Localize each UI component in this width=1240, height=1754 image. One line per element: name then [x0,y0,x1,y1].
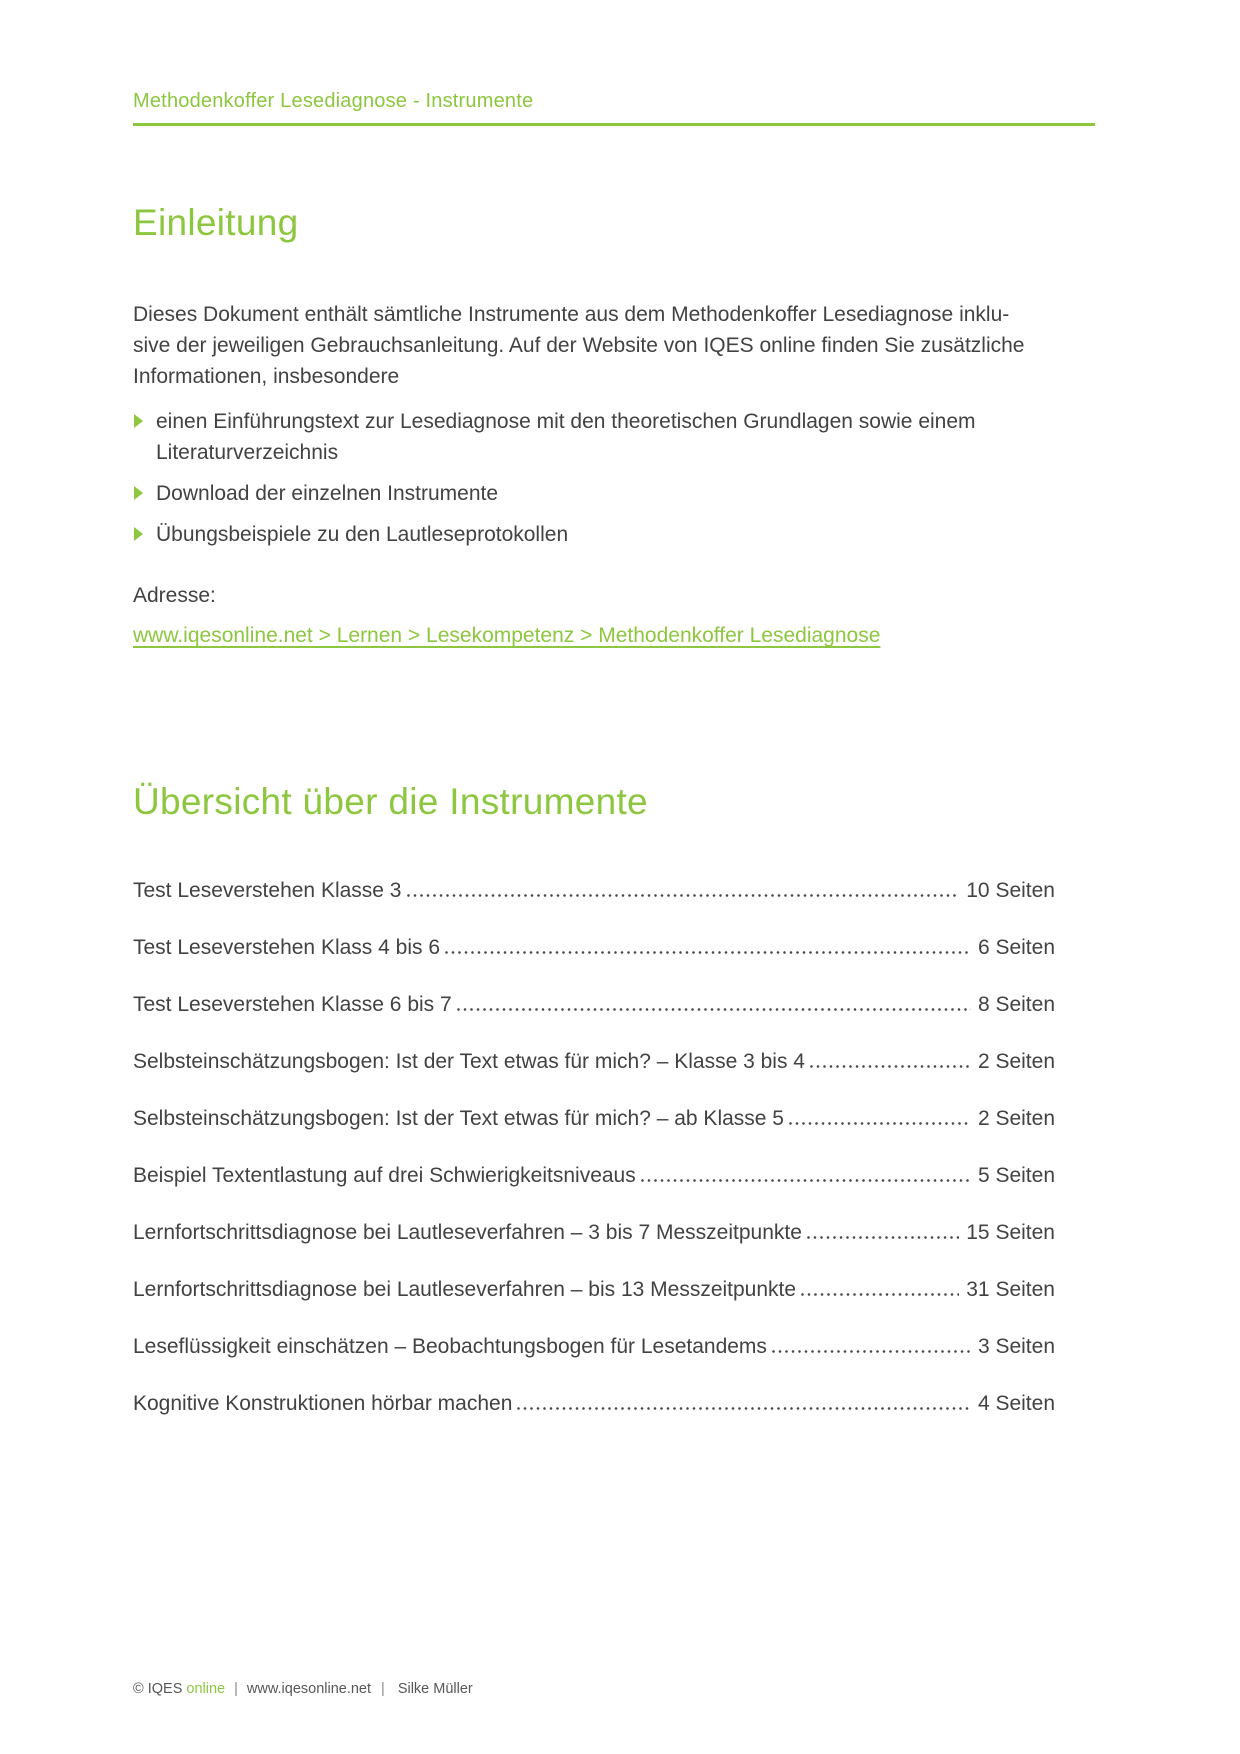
page-header [133,90,1095,126]
footer-author: Silke Müller [397,1681,473,1697]
toc-entry [133,880,1055,902]
toc-entry-title: Selbsteinschätzungsbogen: Ist der Text etwas für mich? – ab Klasse 5 [133,1107,784,1130]
intro-paragraph [133,299,1095,392]
bullet-text-line: Literaturverzeichnis [156,441,339,464]
toc-entry-title: Test Leseverstehen Klasse 6 bis 7 [133,993,452,1016]
address-link-row [133,620,1095,651]
toc-leader-dots [789,1122,971,1125]
toc-leader-dots [641,1179,971,1182]
toc-entry [133,1108,1055,1130]
intro-paragraph-line: sive der jeweiligen Gebrauchsanleitung. Auf der Website von IQES online finden Sie zusätzliche [133,334,1025,357]
toc-leader-dots [807,1236,959,1239]
toc-entry-title: Lernfortschrittsdiagnose bei Lautleseverfahren – 3 bis 7 Messzeitpunkte [133,1221,802,1244]
toc-leader-dots [517,1407,971,1410]
toc-entry-pages: 10 Seiten [966,879,1055,902]
footer-separator: | [234,1681,238,1697]
intro-bullet-list [133,406,1095,550]
toc-entry-title: Leseflüssigkeit einschätzen – Beobachtungsbogen für Lesetandems [133,1335,767,1358]
section-title-einleitung: Einleitung [133,202,299,243]
toc-entry [133,1051,1055,1073]
toc-leader-dots [772,1350,971,1353]
toc-entry-title: Beispiel Textentlastung auf drei Schwierigkeitsniveaus [133,1164,636,1187]
page-footer [133,1680,473,1698]
toc-entry [133,1165,1055,1187]
toc-entry-pages: 2 Seiten [977,1107,1055,1130]
footer-website: www.iqesonline.net [246,1681,372,1697]
footer-copyright: © IQES [133,1681,183,1697]
bullet-text [156,519,568,550]
toc-entry-title: Test Leseverstehen Klasse 3 [133,879,402,902]
toc-leader-dots [801,1293,959,1296]
bullet-text [156,406,976,468]
toc-entry-pages: 6 Seiten [977,936,1055,959]
toc-entry-title: Kognitive Konstruktionen hörbar machen [133,1392,513,1415]
list-item [133,406,1095,468]
toc-entry [133,1393,1055,1415]
toc-entry-pages: 31 Seiten [966,1278,1055,1301]
intro-paragraph-line: Informationen, insbesondere [133,365,400,388]
iqes-breadcrumb-link[interactable]: www.iqesonline.net > Lernen > Lesekompetenz > Methodenkoffer Lesediagnose [133,624,881,647]
arrow-right-icon [133,486,144,500]
toc-entry-title: Selbsteinschätzungsbogen: Ist der Text etwas für mich? – Klasse 3 bis 4 [133,1050,805,1073]
toc-leader-dots [445,951,971,954]
toc-entry-pages: 2 Seiten [977,1050,1055,1073]
toc-entry-pages: 5 Seiten [977,1164,1055,1187]
toc-entry [133,937,1055,959]
toc-entry-pages: 8 Seiten [977,993,1055,1016]
list-item [133,519,1095,550]
arrow-right-icon [133,527,144,541]
arrow-right-icon [133,414,144,428]
toc-leader-dots [457,1008,971,1011]
toc-entry-pages: 4 Seiten [977,1392,1055,1415]
toc-entry-title: Test Leseverstehen Klass 4 bis 6 [133,936,441,959]
toc-entry-pages: 3 Seiten [977,1335,1055,1358]
toc-leader-dots [407,894,960,897]
header-rule [133,123,1095,126]
toc-entry [133,1279,1055,1301]
toc-entry-title: Lernfortschrittsdiagnose bei Lautleseverfahren – bis 13 Messzeitpunkte [133,1278,797,1301]
bullet-text [156,478,498,509]
toc-entry [133,1336,1055,1358]
running-head-title: Methodenkoffer Lesediagnose - Instrumente [133,90,534,112]
toc-entry-pages: 15 Seiten [966,1221,1055,1244]
footer-brand-online: online [186,1681,226,1697]
bullet-text-line: einen Einführungstext zur Lesediagnose mit den theoretischen Grundlagen sowie einem [156,410,976,433]
section-title-uebersicht: Übersicht über die Instrumente [133,781,648,822]
footer-separator: | [381,1681,385,1697]
list-item [133,478,1095,509]
address-label: Adresse: [133,584,216,607]
bullet-text-line: Download der einzelnen Instrumente [156,482,499,505]
toc-leader-dots [810,1065,971,1068]
toc-entry [133,1222,1055,1244]
instruments-toc [133,880,1055,1415]
toc-entry [133,994,1055,1016]
intro-paragraph-line: Dieses Dokument enthält sämtliche Instrumente aus dem Methodenkoffer Lesediagnose inklu- [133,303,1010,326]
bullet-text-line: Übungsbeispiele zu den Lautleseprotokollen [156,523,569,546]
